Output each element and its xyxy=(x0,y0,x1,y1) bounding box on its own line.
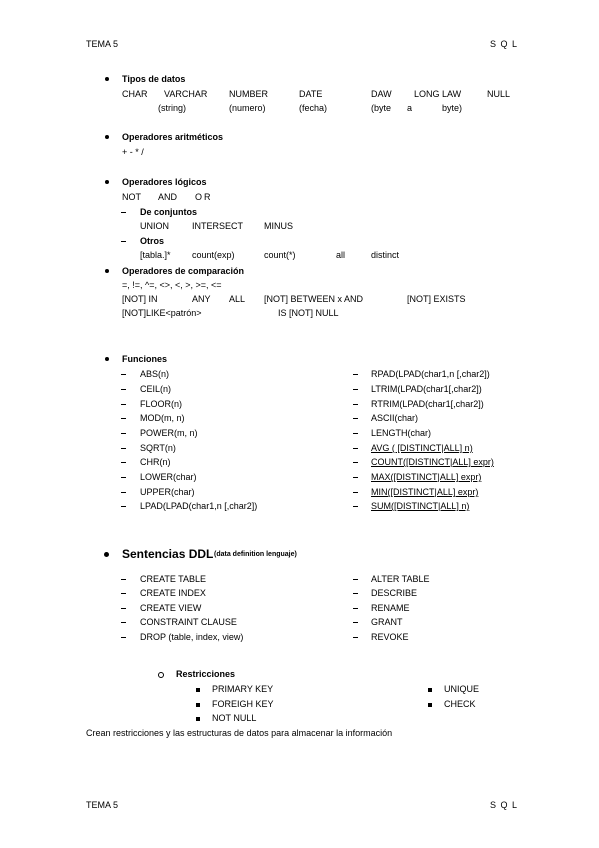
other-all: all xyxy=(336,250,346,260)
square-bullet-icon xyxy=(196,717,200,721)
function-item: MOD(m, n) xyxy=(140,413,185,423)
type-daw: DAW xyxy=(371,89,392,99)
comparison-between: [NOT] BETWEEN x AND xyxy=(264,294,364,304)
set-intersect: INTERSECT xyxy=(192,221,244,231)
set-union: UNION xyxy=(140,221,169,231)
dash-icon xyxy=(353,593,358,594)
function-item: AVG ( [DISTINCT|ALL] n) xyxy=(371,443,473,453)
set-minus: MINUS xyxy=(264,221,293,231)
type-note-byte: (byte xyxy=(371,103,392,113)
dash-icon xyxy=(353,404,358,405)
function-item: FLOOR(n) xyxy=(140,399,183,409)
header-right: S Q L xyxy=(490,39,519,49)
dash-icon xyxy=(353,462,358,463)
comparison-is-null: IS [NOT] NULL xyxy=(278,308,339,318)
function-item: LPAD(LPAD(char1,n [,char2]) xyxy=(140,501,258,511)
logic-or: OR xyxy=(195,192,213,202)
dash-icon xyxy=(121,608,126,609)
dash-icon xyxy=(121,418,126,419)
section-heading-comparacion: Operadores de comparación xyxy=(122,266,245,276)
function-item: UPPER(char) xyxy=(140,487,195,497)
type-note-numero: (numero) xyxy=(229,103,266,113)
function-item: MAX([DISTINCT|ALL] expr) xyxy=(371,472,482,482)
ddl-item: CREATE VIEW xyxy=(140,603,202,613)
ddl-subtitle: (data definition lenguaje) xyxy=(214,551,297,558)
logic-and: AND xyxy=(158,192,178,202)
ddl-item: DESCRIBE xyxy=(371,588,418,598)
dash-icon xyxy=(121,448,126,449)
function-item: POWER(m, n) xyxy=(140,428,198,438)
dash-icon xyxy=(353,418,358,419)
type-note-byte-close: byte) xyxy=(442,103,463,113)
dash-icon xyxy=(353,492,358,493)
type-null: NULL xyxy=(487,89,511,99)
function-item: CHR(n) xyxy=(140,457,171,467)
dash-icon xyxy=(121,241,126,242)
constraint-item: UNIQUE xyxy=(444,684,480,694)
dash-icon xyxy=(121,404,126,405)
dash-icon xyxy=(121,389,126,390)
footer-left: TEMA 5 xyxy=(86,800,119,810)
constraint-item: PRIMARY KEY xyxy=(212,684,274,694)
dash-icon xyxy=(121,579,126,580)
dash-icon xyxy=(121,374,126,375)
function-item: ABS(n) xyxy=(140,369,170,379)
bullet-icon xyxy=(104,552,109,557)
other-count-exp: count(exp) xyxy=(192,250,235,260)
section-heading-tipos: Tipos de datos xyxy=(122,74,186,84)
function-item: SUM([DISTINCT|ALL] n) xyxy=(371,501,470,511)
dash-icon xyxy=(353,608,358,609)
ddl-item: ALTER TABLE xyxy=(371,574,430,584)
comparison-exists: [NOT] EXISTS xyxy=(407,294,466,304)
dash-icon xyxy=(121,506,126,507)
type-note-fecha: (fecha) xyxy=(299,103,328,113)
constraint-item: NOT NULL xyxy=(212,713,257,723)
section-heading-aritmeticos: Operadores aritméticos xyxy=(122,132,224,142)
section-heading-funciones: Funciones xyxy=(122,354,168,364)
function-item: LTRIM(LPAD(char1[,char2]) xyxy=(371,384,482,394)
ddl-item: GRANT xyxy=(371,617,403,627)
dash-icon xyxy=(353,374,358,375)
constraint-item: FOREIGH KEY xyxy=(212,699,274,709)
comparison-like: [NOT]LIKE<patrón> xyxy=(122,308,202,318)
subheading-otros: Otros xyxy=(140,236,165,246)
ddl-note: Crean restricciones y las estructuras de datos para almacenar la información xyxy=(86,728,393,738)
dash-icon xyxy=(121,492,126,493)
circle-bullet-icon xyxy=(158,672,164,678)
function-item: LENGTH(char) xyxy=(371,428,432,438)
other-count-star: count(*) xyxy=(264,250,296,260)
footer-right: S Q L xyxy=(490,800,519,810)
function-item: COUNT([DISTINCT|ALL] expr) xyxy=(371,457,494,467)
type-date: DATE xyxy=(299,89,323,99)
comparison-any: ANY xyxy=(192,294,211,304)
type-char: CHAR xyxy=(122,89,148,99)
bullet-icon xyxy=(105,135,109,139)
type-note-string: (string) xyxy=(158,103,187,113)
dash-icon xyxy=(121,433,126,434)
section-heading-logicos: Operadores lógicos xyxy=(122,177,207,187)
dash-icon xyxy=(353,448,358,449)
function-item: LOWER(char) xyxy=(140,472,197,482)
dash-icon xyxy=(121,637,126,638)
dash-icon xyxy=(353,477,358,478)
ddl-item: RENAME xyxy=(371,603,410,613)
function-item: MIN([DISTINCT|ALL] expr) xyxy=(371,487,479,497)
dash-icon xyxy=(353,433,358,434)
type-number: NUMBER xyxy=(229,89,269,99)
square-bullet-icon xyxy=(196,688,200,692)
function-item: ASCII(char) xyxy=(371,413,419,423)
dash-icon xyxy=(121,212,126,213)
dash-icon xyxy=(121,477,126,478)
dash-icon xyxy=(121,462,126,463)
square-bullet-icon xyxy=(428,688,432,692)
subheading-restricciones: Restricciones xyxy=(176,669,236,679)
dash-icon xyxy=(121,622,126,623)
logic-not: NOT xyxy=(122,192,141,202)
comparison-in: [NOT] IN xyxy=(122,294,158,304)
square-bullet-icon xyxy=(196,703,200,707)
comparison-all: ALL xyxy=(229,294,246,304)
dash-icon xyxy=(353,579,358,580)
ddl-item: REVOKE xyxy=(371,632,409,642)
bullet-icon xyxy=(105,180,109,184)
section-heading-ddl: Sentencias DDL xyxy=(122,547,214,561)
ddl-item: CONSTRAINT CLAUSE xyxy=(140,617,237,627)
arithmetic-ops: + - * / xyxy=(122,147,144,157)
dash-icon xyxy=(353,637,358,638)
bullet-icon xyxy=(105,77,109,81)
type-long-law: LONG LAW xyxy=(414,89,462,99)
dash-icon xyxy=(353,506,358,507)
ddl-item: CREATE TABLE xyxy=(140,574,207,584)
type-note-a: a xyxy=(407,103,413,113)
function-item: SQRT(n) xyxy=(140,443,176,453)
subheading-conjuntos: De conjuntos xyxy=(140,207,198,217)
function-item: CEIL(n) xyxy=(140,384,172,394)
other-distinct: distinct xyxy=(371,250,400,260)
function-item: RTRIM(LPAD(char1[,char2]) xyxy=(371,399,484,409)
header-left: TEMA 5 xyxy=(86,39,119,49)
type-varchar: VARCHAR xyxy=(164,89,208,99)
function-item: RPAD(LPAD(char1,n [,char2]) xyxy=(371,369,490,379)
comparison-line1: =, !=, ^=, <>, <, >, >=, <= xyxy=(122,280,222,290)
square-bullet-icon xyxy=(428,703,432,707)
other-tabla: [tabla.]* xyxy=(140,250,171,260)
dash-icon xyxy=(353,389,358,390)
bullet-icon xyxy=(105,269,109,273)
dash-icon xyxy=(353,622,358,623)
ddl-item: CREATE INDEX xyxy=(140,588,206,598)
bullet-icon xyxy=(105,357,109,361)
dash-icon xyxy=(121,593,126,594)
ddl-item: DROP (table, index, view) xyxy=(140,632,244,642)
constraint-item: CHECK xyxy=(444,699,476,709)
